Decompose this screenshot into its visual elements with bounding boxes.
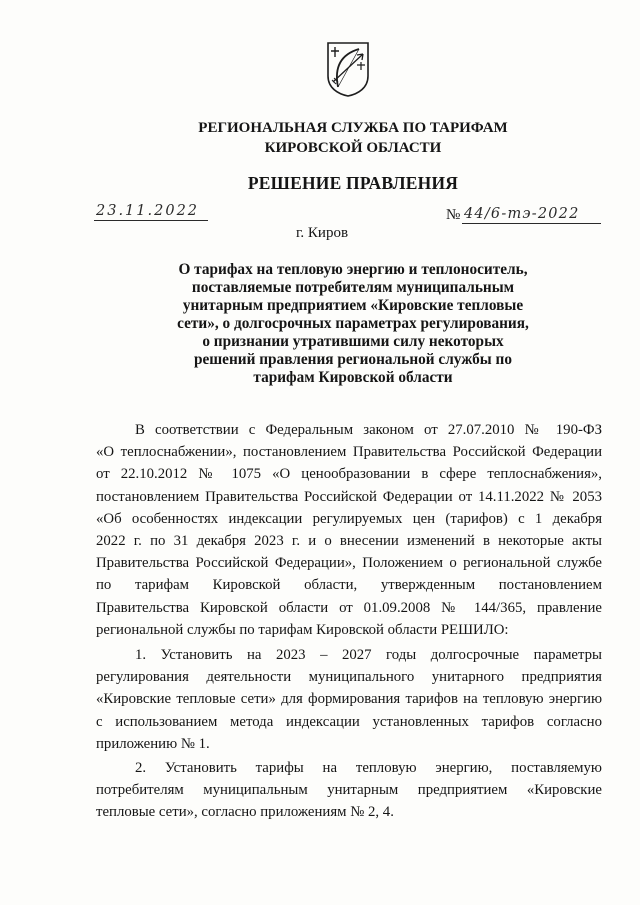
item-line: потребителям муниципальным унитарным предприятием «Кировские — [96, 782, 602, 799]
decision-item-1 — [96, 644, 602, 755]
kirov-coat-of-arms-icon — [326, 40, 370, 97]
subject-line: унитарным предприятием «Кировские тепловые — [182, 297, 524, 314]
item-line: приложению № 1. — [96, 735, 210, 752]
subject-line: О тарифах на тепловую энергию и теплоноситель, — [178, 261, 528, 278]
city: г. Киров — [295, 225, 349, 241]
decision-item-2 — [96, 757, 602, 824]
organization-name-line-1: РЕГИОНАЛЬНАЯ СЛУЖБА ПО ТАРИФАМ — [198, 120, 508, 136]
preamble-line: «О теплоснабжении», постановлением Правительства Российской Федерации — [96, 444, 602, 461]
preamble-paragraph — [96, 419, 602, 641]
item-line: регулирования деятельности муниципального унитарного предприятия — [96, 669, 602, 686]
organization-name — [100, 118, 606, 158]
item-line: 1. Установить на 2023 – 2027 годы долгосрочные параметры — [135, 647, 602, 663]
preamble-line: В соответствии с Федеральным законом от 27.07.2010 № 190-ФЗ — [135, 422, 602, 438]
subject-line: решений правления региональной службы по — [193, 351, 513, 368]
decision-number: 44/6-тэ-2022 — [462, 206, 601, 224]
subject-line: тарифам Кировской области — [253, 369, 453, 386]
document-type: РЕШЕНИЕ ПРАВЛЕНИЯ — [247, 173, 459, 193]
organization-name-line-2: КИРОВСКОЙ ОБЛАСТИ — [264, 140, 442, 156]
preamble-line: региональной службы по тарифам Кировской области РЕШИЛО: — [96, 621, 509, 638]
preamble-line: 2022 г. по 31 декабря 2023 г. и о внесении изменений в некоторые акты — [96, 533, 602, 550]
decision-date: 23.11.2022 — [94, 203, 208, 221]
subject-line: сети», о долгосрочных параметрах регулирования, — [177, 315, 529, 332]
preamble-line: постановлением Правительства Российской Федерации от 14.11.2022 № 2053 — [96, 488, 602, 505]
number-label: № — [446, 207, 461, 223]
document-subject — [100, 261, 606, 387]
preamble-line: по тарифам Кировской области, утвержденным постановлением — [96, 577, 602, 594]
item-line: «Кировские тепловые сети» для формирования тарифов на тепловую энергию — [96, 691, 602, 708]
subject-line: о признании утратившими силу некоторых — [202, 333, 504, 350]
item-line: с использованием метода индексации установленных тарифов согласно — [96, 713, 602, 730]
item-line: тепловые сети», согласно приложениям № 2, 4. — [96, 804, 394, 821]
preamble-line: Правительства Кировской области от 01.09.2008 № 144/365, правление — [96, 599, 602, 616]
preamble-line: Правительства Российской Федерации», Положением о региональной службе — [96, 555, 602, 572]
item-line: 2. Установить тарифы на тепловую энергию, поставляемую — [135, 760, 602, 776]
preamble-line: «Об особенностях индексации регулируемых цен (тарифов) с 1 декабря — [96, 510, 602, 527]
preamble-line: от 22.10.2012 № 1075 «О ценообразовании в сфере теплоснабжения», — [96, 466, 602, 483]
subject-line: поставляемые потребителям муниципальным — [191, 279, 515, 296]
